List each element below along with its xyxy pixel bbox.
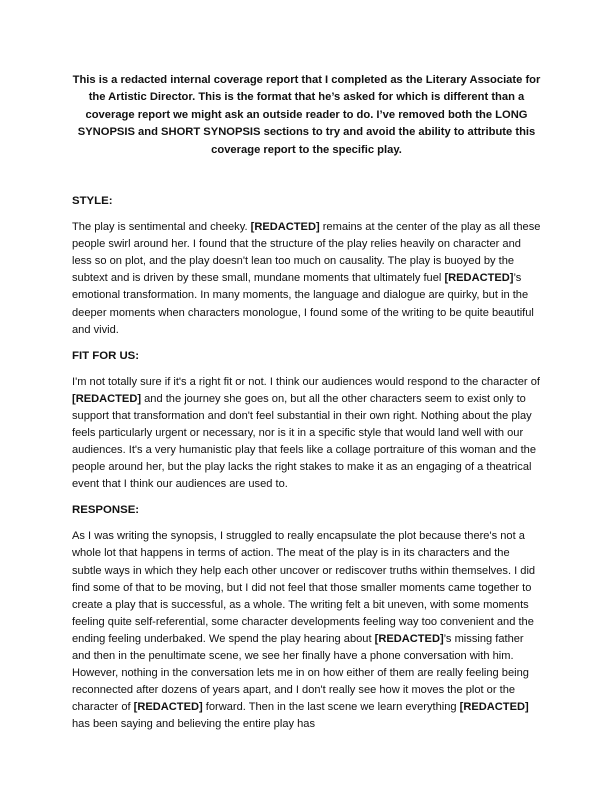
fit-text-2: and the journey she goes on, but all the other characters seem to exist only to support that transformation and don't feel substantial in their own right. Nothing about the play feels particularly urgent or necessary, nor is it in a specific style that would land well with our audiences. It's a very humanistic play that feels like a collage portraiture of this woman and the people around her, but the play lacks the right stakes to make it as an engaging of a theatrical event that I think our audiences are used to. — [72, 392, 536, 491]
redacted-mark: [REDACTED] — [444, 272, 514, 285]
style-heading: STYLE: — [72, 195, 113, 208]
fit-heading: FIT FOR US: — [72, 349, 140, 362]
fit-text-1: I'm not totally sure if it's a right fit or not. I think our audiences would respond to the character of — [72, 375, 540, 388]
fit-paragraph — [72, 374, 541, 494]
redacted-mark: [REDACTED] — [133, 701, 203, 714]
style-paragraph — [72, 219, 541, 339]
style-text-3: ’s emotional transformation. In many moments, the language and dialogue are quirky, but in the deeper moments when characters monologue, I found some of the writing to be quite beautiful and vivid. — [72, 272, 534, 336]
response-text-2: ’s missing father and then in the penultimate scene, we see her finally have a phone conversation with him. However, nothing in the conversation lets me in on how either of them are really feeling being reconnected after dozens of years apart, and I don't really see how it moves the plot or the character of — [72, 632, 529, 714]
response-text-4: has been saying and believing the entire play has — [72, 718, 316, 731]
response-heading: RESPONSE: — [72, 504, 140, 517]
redacted-mark: [REDACTED] — [374, 632, 444, 645]
response-text-1: As I was writing the synopsis, I struggled to really encapsulate the plot because there's not a whole lot that happens in terms of action. The meat of the play is in its characters and the subtle ways in which they help each other uncover or rediscover truths within themselves. I did find some of that to be moving, but I did not feel that those smaller moments came together to create a play that is successful, as a whole. The writing felt a bit uneven, with some moments feeling quite self-referential, some character developments feeling way too convenient and the ending feeling underbaked. We spend the play hearing about — [72, 530, 536, 645]
response-text-3: forward. Then in the last scene we learn everything — [202, 701, 460, 714]
style-text-1: The play is sentimental and cheeky. — [72, 221, 251, 234]
redacted-mark: [REDACTED] — [72, 392, 142, 405]
redacted-mark: [REDACTED] — [459, 701, 529, 714]
style-text-2: remains at the center of the play as all these people swirl around her. I found that the structure of the play relies heavily on character and less so on plot, and the play doesn't lean too much on causality. The play is buoyed by the subtext and is driven by these small, mundane moments that ultimately fuel — [72, 221, 541, 285]
redacted-mark: [REDACTED] — [250, 221, 320, 234]
intro-note: This is a redacted internal coverage report that I completed as the Literary Associate for the Artistic Director. This is the format that he’s asked for which is different than a coverage report we might ask an outside reader to do. I’ve removed both the LONG SYNOPSIS and SHORT SYNOPSIS sections to try and avoid the ability to attribute this coverage report to the specific play. — [72, 74, 541, 156]
response-paragraph — [72, 528, 541, 733]
